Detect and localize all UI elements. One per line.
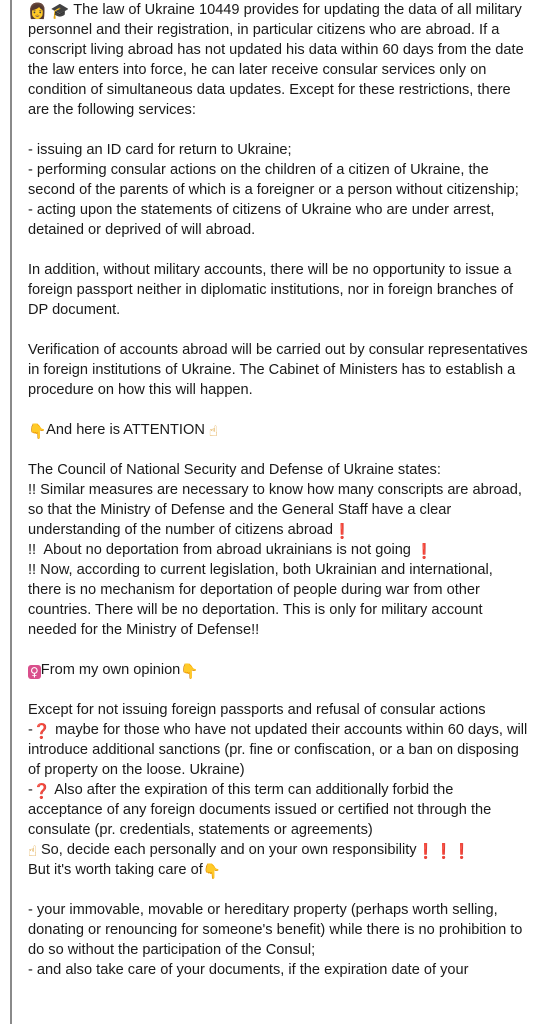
council-block <box>28 460 530 640</box>
pointing-up-emoji-icon: ☝ <box>28 843 37 860</box>
question-emoji-icon: ❓ <box>32 723 52 740</box>
exclamation-emoji-icon: ❗ <box>414 543 434 560</box>
conclusion-point-text: Also after the expiration of this term can additionally forbid the acceptance of any foreign documents issued or certified not through the consulate (pr. credentials, statements or agreements) <box>28 782 496 838</box>
council-statement-text: !! About no deportation from abroad ukrainians is not going <box>28 542 415 558</box>
list-dash: - <box>28 722 33 738</box>
verification-paragraph: Verification of accounts abroad will be carried out by consular representatives in foreign institutions of Ukraine. The Cabinet of Ministers has to establish a procedure on how this will happen. <box>28 342 528 398</box>
pointing-up-emoji-icon: ☝ <box>208 423 218 440</box>
conclusion-point <box>28 720 530 780</box>
conclusion-block <box>28 700 530 880</box>
council-statement <box>28 540 530 560</box>
services-list <box>28 140 530 240</box>
attention-line <box>28 420 530 440</box>
worth-text: But it's worth taking care of <box>28 862 203 878</box>
care-item: - your immovable, movable or hereditary property (perhaps worth selling, donating or renouncing for someone's benefit) while there is no prohibition to do so without the participation of the Consul; <box>28 902 527 958</box>
care-item: - and also take care of your documents, if the expiration date of your <box>28 962 469 978</box>
worth-line <box>28 860 530 880</box>
passport-paragraph: In addition, without military accounts, there will be no opportunity to issue a foreign passport neither in diplomatic institutions, nor in foreign branches of DP document. <box>28 262 514 318</box>
conclusion-intro: Except for not issuing foreign passports and refusal of consular actions <box>28 702 486 718</box>
exclamation-emoji-icon: ❗❗❗ <box>416 843 472 860</box>
pointing-down-emoji-icon: 👇 <box>28 423 47 440</box>
intro-text: The law of Ukraine 10449 provides for updating the data of all military personnel and their registration, in particular citizens who are abroad. If a conscript living abroad has not updated his data within 60 days from the date the law enters into force, he can later receive consular services only on condition of simultaneous data updates. Except for these restrictions, there are the following services: <box>28 2 524 118</box>
quote-rule <box>10 0 12 1024</box>
care-list <box>28 900 530 980</box>
council-statement: !! Now, according to current legislation, both Ukrainian and international, there is no mechanism for deportation of people during war from other countries. There will be no deportation. This is only for military account needed for the Ministry of Defense!! <box>28 562 497 638</box>
service-item: - performing consular actions on the children of a citizen of Ukraine, the second of the parents of which is a foreigner or a person without citizenship; <box>28 162 519 198</box>
exclamation-emoji-icon: ❗ <box>333 523 352 540</box>
service-item: - acting upon the statements of citizens of Ukraine who are under arrest, detained or deprived of will abroad. <box>28 202 499 238</box>
opinion-text: From my own opinion <box>40 662 181 678</box>
list-dash: - <box>28 782 33 798</box>
woman-emoji-icon: 👩 <box>28 2 47 20</box>
message-body <box>28 0 530 1000</box>
opinion-line <box>28 660 530 680</box>
conclusion-point <box>28 780 530 840</box>
pointing-down-emoji-icon: 👇 <box>180 663 199 680</box>
decide-line <box>28 840 530 860</box>
council-heading: The Council of National Security and Defense of Ukraine states: <box>28 462 441 478</box>
council-statement <box>28 480 530 540</box>
pointing-down-emoji-icon: 👇 <box>202 863 221 880</box>
female-sign-emoji-icon: ♀ <box>30 665 39 679</box>
service-item: - issuing an ID card for return to Ukraine; <box>28 142 292 158</box>
decide-text: So, decide each personally and on your own responsibility <box>36 842 417 858</box>
graduation-cap-emoji-icon: 🎓 <box>50 2 70 20</box>
council-statement-text: !! Similar measures are necessary to know how many conscripts are abroad, so that the Ministry of Defense and the General Staff have a clear understanding of the number of citizens abroad <box>28 482 527 538</box>
question-emoji-icon: ❓ <box>32 783 52 800</box>
attention-text: And here is ATTENTION <box>46 422 205 438</box>
intro-paragraph <box>28 0 530 120</box>
conclusion-point-text: maybe for those who have not updated their accounts within 60 days, will introduce additional sanctions (pr. fine or confiscation, or a ban on disposing of property on the loose. Ukraine) <box>28 722 532 778</box>
